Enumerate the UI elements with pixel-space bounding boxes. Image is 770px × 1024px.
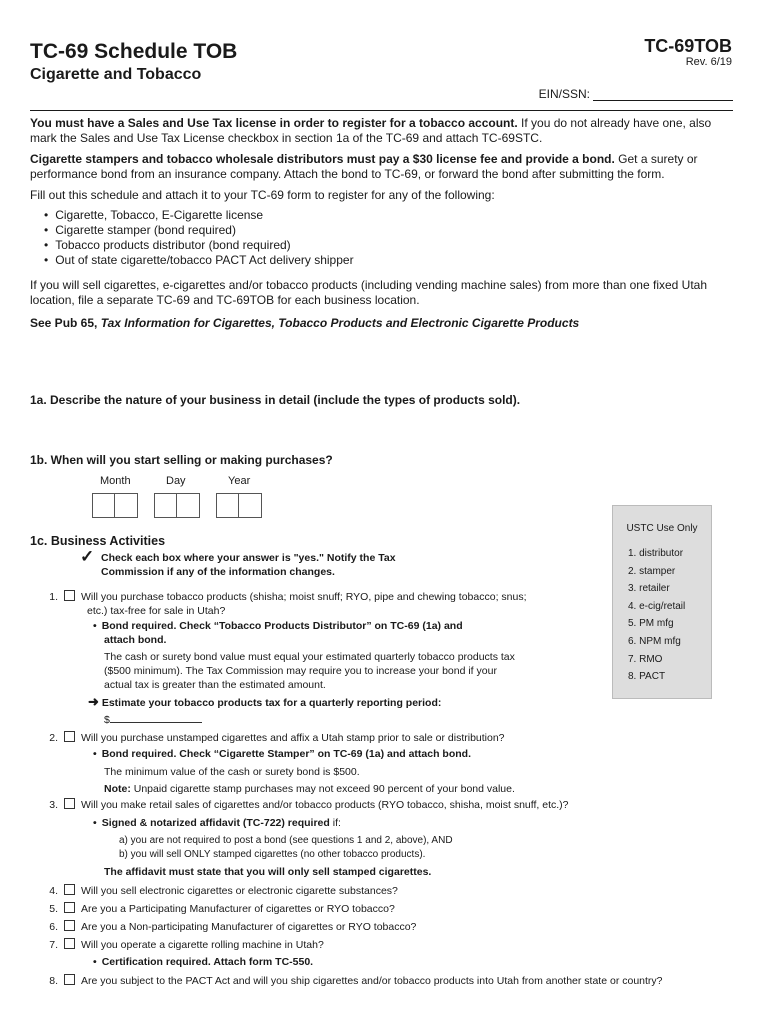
q2-checkbox[interactable] bbox=[64, 731, 75, 742]
month-label: Month bbox=[100, 475, 131, 487]
instruction-note: Check each box where your answer is "yes." Notify the Tax Commission if any of the information changes. bbox=[101, 552, 396, 578]
section-1b-label: 1b. When will you start selling or making purchases? bbox=[30, 453, 333, 467]
list-item: • Tobacco products distributor (bond required) bbox=[44, 238, 354, 253]
year-input[interactable] bbox=[216, 493, 262, 518]
list-item: 7. RMO bbox=[628, 653, 663, 665]
day-input[interactable] bbox=[154, 493, 200, 518]
intro-paragraph-4: If you will sell cigarettes, e-cigarettes and/or tobacco products (including vending machine sales) from more than one fixed Utah location, file a separate TC-69 and TC-69TOB for each business location. bbox=[30, 278, 708, 307]
month-input[interactable] bbox=[92, 493, 138, 518]
q3-condition-a: a) you are not required to post a bond (see questions 1 and 2, above), AND bbox=[119, 835, 453, 846]
list-item: • Cigarette, Tobacco, E-Cigarette license bbox=[44, 208, 354, 223]
question-1: 1. Will you purchase tobacco products (shisha; moist snuff; RYO, pipe and chewing tobacco; snus; bbox=[49, 591, 527, 603]
checkmark-icon: ✓ bbox=[80, 547, 95, 566]
question-4: 4. Will you sell electronic cigarettes or electronic cigarette substances? bbox=[49, 885, 398, 897]
year-label: Year bbox=[228, 475, 251, 487]
day-divider bbox=[176, 493, 177, 518]
header-divider bbox=[30, 110, 733, 111]
q5-checkbox[interactable] bbox=[64, 902, 75, 913]
question-6: 6. Are you a Non-participating Manufacturer of cigarettes or RYO tobacco? bbox=[49, 921, 417, 933]
q3-condition-b: b) you will sell ONLY stamped cigarettes (no other tobacco products). bbox=[119, 849, 426, 860]
revision: Rev. 6/19 bbox=[685, 56, 732, 68]
q6-checkbox[interactable] bbox=[64, 920, 75, 931]
q1-estimate-field[interactable]: $ bbox=[104, 711, 202, 727]
q7-checkbox[interactable] bbox=[64, 938, 75, 949]
q7-certification-note: • Certification required. Attach form TC-550. bbox=[93, 956, 314, 968]
pub-reference: See Pub 65, Tax Information for Cigarettes, Tobacco Products and Electronic Cigarette Products bbox=[30, 316, 580, 330]
intro-paragraph-1: You must have a Sales and Use Tax license in order to register for a tobacco account. If you do not already have one, also mark the Sales and Use Tax License checkbox in section 1a of the TC-69 and attach TC-69STC. bbox=[30, 116, 712, 145]
section-1a-label: 1a. Describe the nature of your business in detail (include the types of products sold). bbox=[30, 393, 521, 407]
intro-paragraph-2: Cigarette stampers and tobacco wholesale distributors must pay a $30 license fee and provide a bond. Get a surety or performance bond from an insurance company. Attach the bond to TC-69, or forward the bond after submitting the form. bbox=[30, 152, 698, 181]
q4-checkbox[interactable] bbox=[64, 884, 75, 895]
ein-field[interactable] bbox=[539, 87, 733, 101]
list-item: 2. stamper bbox=[628, 565, 676, 577]
q3-affidavit-statement: The affidavit must state that you will only sell stamped cigarettes. bbox=[104, 866, 432, 878]
license-bullet-list bbox=[44, 208, 354, 268]
q8-checkbox[interactable] bbox=[64, 974, 75, 985]
ein-label: EIN/SSN: bbox=[538, 87, 590, 101]
ein-input-line[interactable] bbox=[593, 88, 733, 101]
question-1-cont: etc.) tax-free for sale in Utah? bbox=[87, 605, 226, 617]
ustc-use-only-panel bbox=[612, 505, 712, 699]
list-item: 6. NPM mfg bbox=[628, 635, 681, 647]
day-label: Day bbox=[166, 475, 186, 487]
question-7: 7. Will you operate a cigarette rolling machine in Utah? bbox=[49, 939, 324, 951]
q1-estimate-label: ➜ Estimate your tobacco products tax for a quarterly reporting period: bbox=[88, 694, 442, 709]
month-divider bbox=[114, 493, 115, 518]
ustc-header: USTC Use Only bbox=[626, 523, 698, 534]
q3-checkbox[interactable] bbox=[64, 798, 75, 809]
intro-paragraph-3: Fill out this schedule and attach it to your TC-69 form to register for any of the following: bbox=[30, 188, 495, 202]
q1-checkbox[interactable] bbox=[64, 590, 75, 601]
list-item: 8. PACT bbox=[628, 671, 666, 683]
q3-affidavit-note: • Signed & notarized affidavit (TC-722) required if: bbox=[93, 817, 341, 829]
q2-note: Note: Unpaid cigarette stamp purchases may not exceed 90 percent of your bond value. bbox=[104, 783, 515, 795]
list-item: 4. e-cig/retail bbox=[628, 600, 686, 612]
question-2: 2. Will you purchase unstamped cigarettes and affix a Utah stamp prior to sale or distribution? bbox=[49, 732, 505, 744]
q1-bond-value-note: The cash or surety bond value must equal your estimated quarterly tobacco products tax ($500 minimum). The Tax Commission may require you to increase your bond if your actual tax is greater than the estimated amount. bbox=[104, 651, 515, 691]
arrow-right-icon: ➜ bbox=[88, 694, 99, 709]
list-item: 5. PM mfg bbox=[628, 618, 674, 630]
q1-bond-note: • Bond required. Check “Tobacco Products Distributor” on TC-69 (1a) and attach bond. bbox=[93, 620, 463, 646]
page-subtitle: Cigarette and Tobacco bbox=[30, 66, 202, 83]
question-8: 8. Are you subject to the PACT Act and will you ship cigarettes and/or tobacco products into Utah from another state or country? bbox=[49, 975, 663, 987]
list-item: 3. retailer bbox=[628, 583, 670, 595]
list-item: • Cigarette stamper (bond required) bbox=[44, 223, 354, 238]
year-divider bbox=[238, 493, 239, 518]
list-item: • Out of state cigarette/tobacco PACT Act delivery shipper bbox=[44, 253, 354, 268]
list-item: 1. distributor bbox=[628, 548, 684, 559]
q1-estimate-input[interactable] bbox=[110, 711, 202, 723]
q2-bond-note: • Bond required. Check “Cigarette Stamper” on TC-69 (1a) and attach bond. bbox=[93, 748, 471, 760]
q2-min-value: The minimum value of the cash or surety bond is $500. bbox=[104, 766, 360, 778]
section-1c-label: 1c. Business Activities bbox=[30, 534, 166, 548]
page-title: TC-69 Schedule TOB bbox=[30, 40, 238, 63]
form-id: TC-69TOB bbox=[644, 36, 732, 56]
question-3: 3. Will you make retail sales of cigarettes and/or tobacco products (RYO tobacco, shisha, moist snuff, etc.)? bbox=[49, 799, 569, 811]
question-5: 5. Are you a Participating Manufacturer of cigarettes or RYO tobacco? bbox=[49, 903, 395, 915]
